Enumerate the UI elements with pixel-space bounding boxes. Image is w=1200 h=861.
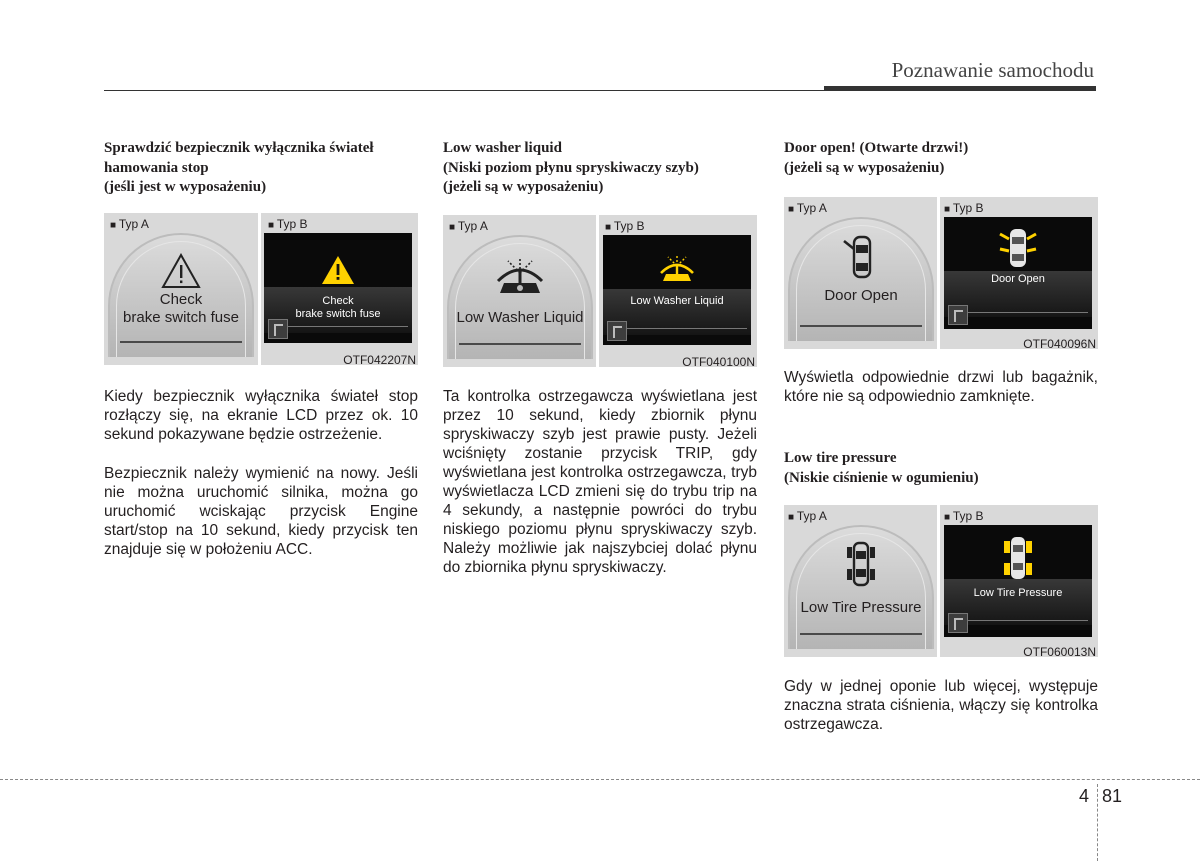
screen-label-line: Check bbox=[322, 295, 354, 307]
typ-a-label: ■ Typ A bbox=[110, 217, 149, 231]
header-rule-thin bbox=[104, 90, 824, 91]
heading-line: (Niski poziom płynu spryskiwaczy szyb) bbox=[443, 159, 699, 176]
screen-label: Door Open bbox=[991, 273, 1045, 285]
typ-b-label: ■ Typ B bbox=[944, 509, 984, 523]
car-tire-pressure-icon bbox=[841, 539, 881, 591]
section-heading bbox=[104, 139, 424, 198]
page-number: 81 bbox=[1102, 786, 1123, 806]
figure-code: OTF040096N bbox=[1023, 337, 1096, 351]
header-rule-thick bbox=[824, 86, 1096, 91]
dome-display bbox=[788, 217, 934, 341]
dome-line bbox=[800, 325, 922, 327]
heading-line: (Niskie ciśnienie w ogumieniu) bbox=[784, 469, 979, 486]
dome-line bbox=[800, 633, 922, 635]
p-badge-icon bbox=[607, 321, 627, 341]
car-door-open-icon bbox=[992, 227, 1044, 271]
heading-line: (jeżeli są w wyposażeniu) bbox=[784, 159, 945, 176]
warning-triangle-icon bbox=[321, 255, 355, 285]
typ-b-label: ■ Typ B bbox=[944, 201, 984, 215]
typ-b-label: ■ Typ B bbox=[268, 217, 308, 231]
washer-fluid-icon bbox=[657, 253, 697, 285]
screen-baseline bbox=[282, 326, 408, 327]
panel-divider bbox=[596, 215, 599, 367]
footer-vertical-rule bbox=[1097, 784, 1098, 861]
body-paragraph: Wyświetla odpowiednie drzwi lub bagażnik, które nie są odpowiednio zamknięte. bbox=[784, 369, 1098, 405]
warning-triangle-icon bbox=[161, 253, 201, 289]
p-badge-icon bbox=[948, 305, 968, 325]
car-tire-pressure-icon bbox=[998, 535, 1038, 585]
warning-figure bbox=[443, 215, 757, 367]
body-paragraph: Gdy w jednej oponie lub więcej, występuje znaczna strata ciśnienia, włączy się kontrolka ostrzegawcza. bbox=[784, 678, 1098, 733]
dome-line bbox=[120, 341, 242, 343]
lcd-screen bbox=[264, 233, 412, 343]
dome-display bbox=[788, 525, 934, 649]
heading-line: (jeżeli są w wyposażeniu) bbox=[443, 179, 604, 195]
section-heading bbox=[784, 139, 1104, 178]
warning-figure bbox=[784, 505, 1098, 657]
section-heading bbox=[443, 139, 763, 198]
dome-line bbox=[459, 343, 581, 345]
figure-code: OTF042207N bbox=[343, 353, 416, 367]
heading-line: Low washer liquid bbox=[443, 140, 562, 156]
screen-label: Low Washer Liquid bbox=[630, 295, 724, 307]
screen-label: Low Tire Pressure bbox=[973, 587, 1063, 599]
dome-label-line: Check bbox=[159, 291, 203, 308]
footer-dashed-rule bbox=[0, 779, 1200, 780]
chapter-number: 4 bbox=[1079, 786, 1090, 806]
dome-label-line: brake switch fuse bbox=[123, 309, 239, 326]
section-heading bbox=[784, 449, 1104, 488]
screen-baseline bbox=[962, 620, 1088, 621]
lcd-screen bbox=[944, 217, 1092, 329]
heading-line: hamowania stop bbox=[104, 159, 209, 176]
heading-line: Sprawdzić bezpiecznik wyłącznika świateł bbox=[104, 140, 374, 156]
warning-figure bbox=[104, 213, 418, 365]
figure-code: OTF060013N bbox=[1023, 645, 1096, 659]
dome-display bbox=[447, 235, 593, 359]
typ-a-label: ■ Typ A bbox=[449, 219, 488, 233]
body-paragraph: Kiedy bezpiecznik wyłącznika świateł stop rozłączy się, na ekranie LCD przez ok. 10 sekund pokazywane będzie ostrzeżenie. bbox=[104, 388, 418, 443]
typ-a-label: ■ Typ A bbox=[788, 509, 827, 523]
figure-code: OTF040100N bbox=[682, 355, 755, 369]
dome-display bbox=[108, 233, 254, 357]
body-paragraph: Ta kontrolka ostrzegawcza wyświetlana jest przez 10 sekund, kiedy zbiornik płynu spryskiwaczy szyb jest prawie pusty. Jeżeli wciśnięty zostanie przycisk TRIP, gdy wyświetlana jest kontrolka ostrzegawcza, tryb wyświetlacza LCD zmieni się do trybu trip na 4 sekundy, a następnie powróci do trybu niskiego poziomu płynu spryskiwaczy szyb. Należy możliwie jak najszybciej dolać płynu do zbiornika płynu spryskiwaczy. bbox=[443, 388, 757, 576]
typ-a-label: ■ Typ A bbox=[788, 201, 827, 215]
dome-label bbox=[108, 291, 254, 327]
car-door-open-icon bbox=[841, 233, 881, 281]
screen-baseline bbox=[962, 312, 1088, 313]
warning-figure bbox=[784, 197, 1098, 349]
washer-fluid-icon bbox=[492, 253, 548, 299]
panel-divider bbox=[937, 505, 940, 657]
typ-b-label: ■ Typ B bbox=[605, 219, 645, 233]
p-badge-icon bbox=[948, 613, 968, 633]
panel-divider bbox=[258, 213, 261, 365]
lcd-screen bbox=[603, 235, 751, 345]
dome-label: Low Washer Liquid bbox=[456, 309, 584, 326]
heading-line: Low tire pressure bbox=[784, 450, 897, 466]
dome-label: Low Tire Pressure bbox=[800, 599, 922, 616]
header-title: Poznawanie samochodu bbox=[891, 58, 1094, 82]
heading-line: (jeśli jest w wyposażeniu) bbox=[104, 179, 267, 195]
heading-line: Door open! (Otwarte drzwi!) bbox=[784, 140, 969, 156]
panel-divider bbox=[937, 197, 940, 349]
lcd-screen bbox=[944, 525, 1092, 637]
screen-baseline bbox=[621, 328, 747, 329]
p-badge-icon bbox=[268, 319, 288, 339]
screen-label-line: brake switch fuse bbox=[295, 308, 381, 320]
dome-label: Door Open bbox=[824, 287, 898, 304]
body-paragraph: Bezpiecznik należy wymienić na nowy. Jeśli nie można uruchomić silnika, można go uruchomić wciskając przycisk Engine start/stop na 10 sekund, kiedy przycisk ten znajduje się w położeniu ACC. bbox=[104, 465, 418, 558]
screen-label bbox=[264, 295, 412, 321]
